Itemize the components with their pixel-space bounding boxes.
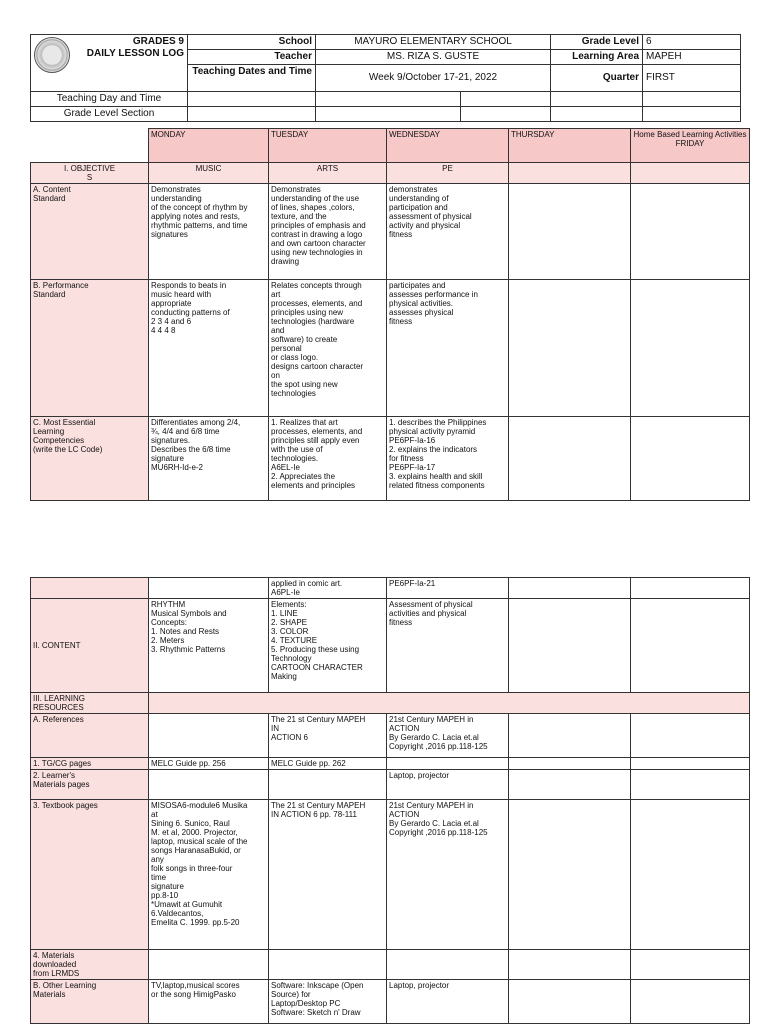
teacher-label: Teacher — [188, 50, 316, 65]
empty-cell — [149, 714, 269, 758]
content-standard-label: A. Content Standard — [31, 184, 149, 280]
empty-cell — [631, 758, 750, 770]
empty-cell — [509, 950, 631, 980]
daily-lesson-log-title: DAILY LESSON LOG — [86, 48, 184, 59]
references-label: A. References — [31, 714, 149, 758]
performance-standard-wed: participates and assesses performance in physical activities. assesses physical fitness — [387, 280, 509, 417]
learners-materials-label: 2. Learner's Materials pages — [31, 770, 149, 800]
learning-area-label: Learning Area — [551, 50, 643, 65]
textbook-pages-mon: MISOSA6-module6 Musika at Sining 6. Sunico, Raul M. et al, 2000. Projector, laptop, musical scale of the songs HaranasaBukid, or any folk songs in three-four time signature pp.8-10 *Umawit at Gumuhit 6.Valdecantos, Emelita C. 1999. pp.5-20 — [149, 800, 269, 950]
empty-cell — [631, 163, 750, 184]
empty-cell — [188, 92, 316, 107]
empty-cell — [509, 800, 631, 950]
textbook-pages-wed: 21st Century MAPEH in ACTION By Gerardo C. Lacia et.al Copyright ,2016 pp.118-125 — [387, 800, 509, 950]
empty-cell — [551, 92, 643, 107]
empty-cell — [509, 184, 631, 280]
empty-cell — [387, 950, 509, 980]
melc-tue: 1. Realizes that art processes, elements, and principles still apply even with the use of technologies. A6EL-Ie 2. Appreciates the elements and principles — [269, 417, 387, 501]
empty-cell — [631, 417, 750, 501]
references-wed: 21st Century MAPEH in ACTION By Gerardo C. Lacia et.al Copyright ,2016 pp.118-125 — [387, 714, 509, 758]
grades-label: GRADES 9 — [132, 36, 184, 47]
empty-cell — [461, 107, 551, 122]
teacher-value: MS. RIZA S. GUSTE — [316, 50, 551, 65]
empty-cell — [509, 714, 631, 758]
school-value: MAYURO ELEMENTARY SCHOOL — [316, 35, 551, 50]
empty-cell — [509, 770, 631, 800]
other-materials-tue: Software: Inkscape (Open Source) for Laptop/Desktop PC Software: Sketch n' Draw — [269, 980, 387, 1024]
content-standard-tue: Demonstrates understanding of the use of lines, shapes ,colors, texture, and the principles of emphasis and contrast in drawing a logo and own cartoon character using new technologies in drawing — [269, 184, 387, 280]
empty-cell — [509, 417, 631, 501]
empty-cell — [631, 578, 750, 599]
empty-cell — [509, 758, 631, 770]
melc-wed: 1. describes the Philippines physical activity pyramid PE6PF-Ia-16 2. explains the indicators for fitness PE6PF-Ia-17 3. explains health and skill related fitness components — [387, 417, 509, 501]
content-tue: Elements: 1. LINE 2. SHAPE 3. COLOR 4. TEXTURE 5. Producing these using Technology CARTOON CHARACTER Making — [269, 599, 387, 693]
learning-area-value: MAPEH — [643, 50, 741, 65]
empty-cell — [188, 107, 316, 122]
performance-standard-mon: Responds to beats in music heard with appropriate conducting patterns of 2 3 4 and 6 4 4 4 8 — [149, 280, 269, 417]
learning-resources-label: III. LEARNING RESOURCES — [31, 693, 149, 714]
title-cell — [31, 35, 188, 92]
references-tue: The 21 st Century MAPEH IN ACTION 6 — [269, 714, 387, 758]
day-thursday: THURSDAY — [509, 129, 631, 163]
empty-cell — [631, 714, 750, 758]
empty-cell — [149, 578, 269, 599]
day-time-label: Teaching Day and Time — [31, 92, 188, 107]
empty-cell — [643, 107, 741, 122]
empty-cell — [269, 770, 387, 800]
performance-standard-label: B. Performance Standard — [31, 280, 149, 417]
content-wed: Assessment of physical activities and physical fitness — [387, 599, 509, 693]
content-standard-wed: demonstrates understanding of participation and assessment of physical activity and physical fitness — [387, 184, 509, 280]
quarter-value: FIRST — [643, 65, 741, 92]
empty-cell — [316, 107, 461, 122]
section-label: Grade Level Section — [31, 107, 188, 122]
header-table — [30, 34, 741, 122]
continued-wed: PE6PF-Ia-21 — [387, 578, 509, 599]
empty-cell — [643, 92, 741, 107]
day-monday: MONDAY — [149, 129, 269, 163]
content-standard-mon: Demonstrates understanding of the concept of rhythm by applying notes and rests, rhythmic patterns, and time signatures — [149, 184, 269, 280]
empty-cell — [509, 280, 631, 417]
continued-tue: applied in comic art. A6PL-Ie — [269, 578, 387, 599]
quarter-label: Quarter — [551, 65, 643, 92]
objectives-label: I. OBJECTIVE S — [31, 163, 149, 184]
tg-pages-label: 1. TG/CG pages — [31, 758, 149, 770]
other-materials-label: B. Other Learning Materials — [31, 980, 149, 1024]
empty-cell — [631, 980, 750, 1024]
empty-cell — [631, 950, 750, 980]
lesson-table-page1 — [30, 128, 750, 501]
empty-cell — [509, 599, 631, 693]
empty-cell — [509, 163, 631, 184]
empty-cell — [149, 693, 750, 714]
dates-label: Teaching Dates and Time — [188, 65, 316, 92]
empty-cell — [631, 599, 750, 693]
other-materials-mon: TV,laptop,musical scores or the song HimigPasko — [149, 980, 269, 1024]
textbook-pages-tue: The 21 st Century MAPEH IN ACTION 6 pp. 78-111 — [269, 800, 387, 950]
performance-standard-tue: Relates concepts through art processes, elements, and principles using new technologies (hardware and software) to create personal or class logo. designs cartoon character on the spot using new technologies — [269, 280, 387, 417]
empty-cell — [631, 184, 750, 280]
empty-cell — [149, 950, 269, 980]
empty-cell — [631, 800, 750, 950]
content-mon: RHYTHM Musical Symbols and Concepts: 1. Notes and Rests 2. Meters 3. Rhythmic Patterns — [149, 599, 269, 693]
empty-cell — [31, 129, 149, 163]
school-label: School — [188, 35, 316, 50]
empty-cell — [149, 770, 269, 800]
empty-cell — [551, 107, 643, 122]
lesson-table-page2 — [30, 577, 750, 1024]
empty-cell — [461, 92, 551, 107]
grade-level-value: 6 — [643, 35, 741, 50]
melc-label: C. Most Essential Learning Competencies (write the LC Code) — [31, 417, 149, 501]
empty-cell — [631, 770, 750, 800]
tg-pages-tue: MELC Guide pp. 262 — [269, 758, 387, 770]
lrmds-label: 4. Materials downloaded from LRMDS — [31, 950, 149, 980]
grade-level-label: Grade Level — [551, 35, 643, 50]
empty-cell — [31, 578, 149, 599]
empty-cell — [387, 758, 509, 770]
empty-cell — [269, 950, 387, 980]
other-materials-wed: Laptop, projector — [387, 980, 509, 1024]
empty-cell — [509, 578, 631, 599]
textbook-pages-label: 3. Textbook pages — [31, 800, 149, 950]
subject-pe: PE — [387, 163, 509, 184]
subject-arts: ARTS — [269, 163, 387, 184]
content-label: II. CONTENT — [31, 599, 149, 693]
empty-cell — [316, 92, 461, 107]
melc-mon: Differentiates among 2/4, ¾, 4/4 and 6/8 time signatures. Describes the 6/8 time signature MU6RH-Id-e-2 — [149, 417, 269, 501]
day-tuesday: TUESDAY — [269, 129, 387, 163]
subject-music: MUSIC — [149, 163, 269, 184]
day-wednesday: WEDNESDAY — [387, 129, 509, 163]
dates-value: Week 9/October 17-21, 2022 — [316, 65, 551, 92]
empty-cell — [631, 280, 750, 417]
tg-pages-mon: MELC Guide pp. 256 — [149, 758, 269, 770]
day-friday: Home Based Learning Activities FRIDAY — [631, 129, 750, 163]
learners-materials-wed: Laptop, projector — [387, 770, 509, 800]
empty-cell — [509, 980, 631, 1024]
